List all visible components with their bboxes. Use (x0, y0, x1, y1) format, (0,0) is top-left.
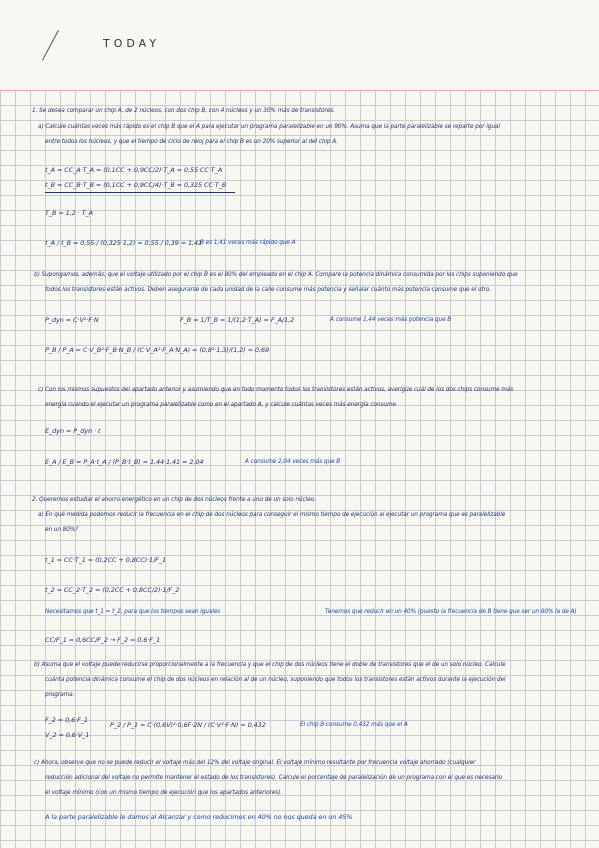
question-2c-line-1: c) Ahora, observe que no se puede reducir el voltaje más del 12% del voltaje original. El voltaje mínimo resultante por frecuencia voltaje ahorrado (cualquier (34, 760, 476, 766)
question-1c-line-2: energía cuando el ejecutar un programa paralelizable como en el apartado A, y calcule cuántas veces más energía consume (45, 402, 396, 408)
equation-f2: CC/F_1 = 0,6CC/F_2 → F_2 = 0,6·F_1 (45, 636, 161, 644)
equation-f2-b: F_2 = 0,6·F_1 (45, 716, 88, 724)
header-divider (0, 90, 599, 91)
equation-underline (45, 192, 235, 193)
equation-ta: t_A = CC_A·T_A = (0,1CC + 0,9CC/2)·T_A = 0,55 CC·T_A (45, 166, 223, 174)
question-1c-line-1: c) Con los mismos supuestos del apartado anterior y asumiendo que en todo momento todos los transistores están activos, averigüe cuál de los dos chips consume más (38, 387, 514, 393)
question-2b-line-3: programa. (45, 692, 75, 698)
equation-energy-ratio: E_A / E_B = P_A·t_A / (P_B·t_B) = 1,44·1,41 = 2,04 (45, 458, 204, 466)
page-title: TODAY (103, 37, 161, 50)
equation-tb-ta: T_B = 1,2 · T_A (45, 209, 93, 217)
question-2b-line-2: cuánta potencia dinámica consume el chip de dos núcleos en relación al de un núcleo, suponiendo que todos los transistores están activos durante la ejecución del (45, 677, 506, 683)
equation-v2: V_2 = 0,6·V_1 (45, 731, 90, 739)
equation-fb: F_B = 1/T_B = 1/(1,2·T_A) = F_A/1,2 (180, 316, 295, 324)
result-2b: El chip B consume 0,432 más que el A (300, 722, 408, 728)
equation-tb: t_B = CC_B·T_B = (0,1CC + 0,9CC/4)·T_B = 0,325 CC·T_B (45, 181, 227, 189)
question-1a-line-1: a) Calcule cuántas veces más rápido es el chip B que el A para ejecutar un programa paralelizable en un 90%. Asuma que la parte paralelizable se reparte por igual (38, 124, 500, 130)
question-2a-line-2: en un 80%? (45, 527, 79, 533)
equation-power-ratio-2: P_2 / P_1 = C·(0,6V)²·0,6F·2N / (C·V²·F·N) = 0,432 (110, 721, 266, 729)
equation-t2: t_2 = CC_2·T_2 = (0,2CC + 0,8CC/2)·1/F_2 (45, 586, 180, 594)
question-2c-line-2: reducción adicional del voltaje no permite mantener el estado de los transistores). Calcule el porcentaje de paralelización de un programa con el que es necesario (45, 775, 503, 781)
result-1a: B es 1,41 veces más rápido que A (200, 240, 296, 246)
equation-condition: Necesitamos que t_1 = t_2, para que los tiempos sean iguales (45, 609, 221, 615)
equation-ratio-1: t_A / t_B = 0,55 / (0,325·1,2) = 0,55 / 0,39 = 1,41 (45, 239, 203, 247)
equation-edyn: E_dyn = P_dyn · t (45, 427, 101, 435)
question-1b-line-1: b) Supongamos, además, que el voltaje utilizado por el chip B es el 80% del empleado en el chip A. Compare la potencia dinámica consumida por los chips suponiendo que (34, 272, 518, 278)
result-1c: A consume 2,04 veces más que B (245, 459, 341, 465)
question-2b-line-1: b) Asuma que el voltaje puede reducirse proporcionalmente a la frecuencia y que el chip de dos núcleos tiene el doble de transistores que el de un solo núcleo. Calcule (34, 662, 506, 668)
result-1b: A consume 1,44 veces más potencia que B (330, 317, 452, 323)
question-1: 1. Se desea comparar un chip A, de 2 núcleos, con dos chip B, con 4 núcleos y un 30% más de transistores. (32, 108, 335, 114)
question-2c-line-3: el voltaje mínimo (con un mismo tiempo de ejecución que los apartados anteriores). (45, 790, 283, 796)
equation-power-ratio: P_B / P_A = C·V_B²·F_B·N_B / (C·V_A²·F_A·N_A) = (0,8²·1,3)/(1,2) = 0,69 (45, 346, 270, 354)
question-2: 2. Queremos estudiar el ahorro energético en un chip de dos núcleos frente a uno de un solo núcleo. (32, 497, 316, 503)
question-1b-line-2: todos los transistores están activos. Deben asegurarse de cada unidad de la calle consume más potencia y señalar cuánto más potencia consume que el otro. (45, 287, 492, 293)
equation-pdyn: P_dyn = C·V²·F·N (45, 316, 99, 324)
equation-t1: t_1 = CC·T_1 = (0,2CC + 0,8CC)·1/F_1 (45, 556, 166, 564)
question-1a-line-2: entre todos los núcleos, y que el tiempo de ciclo de reloj para el chip B es un 20% superior al del chip A. (45, 139, 338, 145)
result-2c: A la parte paralelizable le damos al Alcanzar y como reducimos en 40% no nos queda en un 45% (45, 813, 353, 821)
question-2a-line-1: a) En qué medida podemos reducir la frecuencia en el chip de dos núcleos para conseguir el mismo tiempo de ejecución al ejecutar un programa que es paralelizable (38, 512, 506, 518)
result-2a: Tenemos que reducir en un 40% (puesto la frecuencia de B tiene que ser un 60% la de A) (325, 609, 577, 615)
page-header (0, 0, 599, 90)
header-slash-mark (42, 30, 59, 60)
